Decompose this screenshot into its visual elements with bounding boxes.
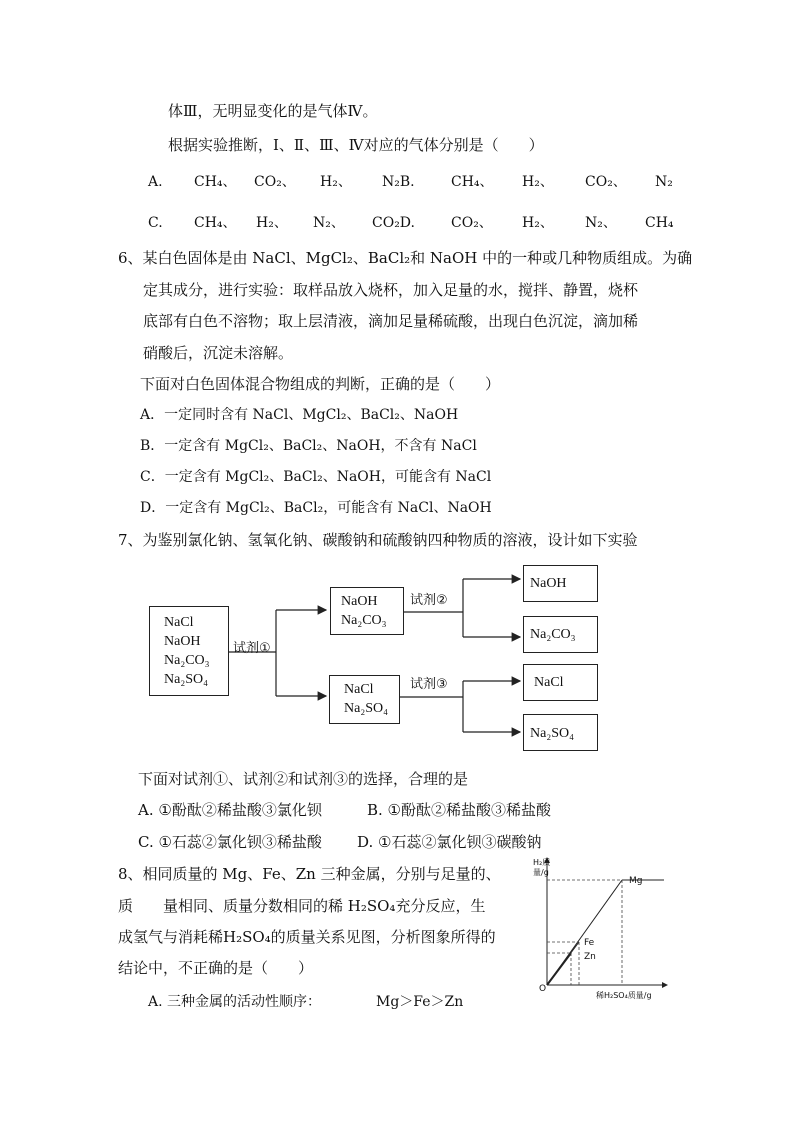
q6-stem-line4: 硝酸后，沉淀未溶解。 bbox=[143, 344, 294, 362]
q7-option-c: C. ①石蕊②氯化钡③稀盐酸 bbox=[138, 833, 322, 851]
q5-option-c-gas4-d: CO₂D. bbox=[372, 215, 415, 231]
q5-option-d-gas3: N₂、 bbox=[585, 215, 617, 231]
result-label: NaOH bbox=[530, 576, 567, 591]
q7-stem: 7、为鉴别氯化钠、氢氧化钠、碳酸钠和硫酸钠四种物质的溶液，设计如下实验 bbox=[118, 531, 638, 549]
q8-stem-line4: 结论中，不正确的是（ ） bbox=[118, 959, 314, 977]
reagent-2-label: 试剂② bbox=[410, 593, 448, 608]
q6-stem-line1: 6、某白色固体是由 NaCl、MgCl₂、BaCl₂和 NaOH 中的一种或几种物质组成。为确 bbox=[118, 249, 693, 267]
start-item: Na₂SO₄ bbox=[164, 672, 208, 687]
result-label: Na₂SO₄ bbox=[530, 726, 574, 741]
q5-option-d-gas4: CH₄ bbox=[645, 215, 674, 231]
q5-option-c-gas2: H₂、 bbox=[256, 215, 288, 231]
q7-option-b: B. ①酚酞②稀盐酸③稀盐酸 bbox=[367, 801, 552, 819]
graph-label-mg: Mg bbox=[629, 876, 643, 886]
q5-option-c-gas3: N₂、 bbox=[313, 215, 345, 231]
upper-item: Na₂CO₃ bbox=[341, 613, 387, 628]
q8-stem-line2: 质 量相同、质量分数相同的稀 H₂SO₄充分反应，生 bbox=[118, 897, 486, 915]
q5-option-a-gas4-b: N₂B. bbox=[382, 174, 415, 190]
graph-label-fe: Fe bbox=[584, 938, 595, 948]
start-item: NaOH bbox=[164, 634, 201, 649]
q7-option-a: A. ①酚酞②稀盐酸③氯化钡 bbox=[138, 801, 322, 819]
q7-question: 下面对试剂①、试剂②和试剂③的选择，合理的是 bbox=[138, 770, 469, 788]
q5-option-c-label: C. bbox=[148, 215, 163, 231]
q5-question: 根据实验推断，Ⅰ、Ⅱ、Ⅲ、Ⅳ对应的气体分别是（ ） bbox=[168, 136, 544, 154]
result-label: NaCl bbox=[534, 675, 564, 690]
q6-question: 下面对白色固体混合物组成的判断，正确的是（ ） bbox=[140, 375, 501, 393]
q5-option-d-gas1: CO₂、 bbox=[451, 215, 493, 231]
q6-option-a: A．一定同时含有 NaCl、MgCl₂、BaCl₂、NaOH bbox=[140, 407, 459, 423]
start-item: NaCl bbox=[164, 615, 194, 630]
q5-option-c-gas1: CH₄、 bbox=[194, 215, 237, 231]
lower-item: NaCl bbox=[344, 682, 374, 697]
reagent-3-label: 试剂③ bbox=[410, 677, 448, 692]
graph-x-label: 稀H₂SO₄质量/g bbox=[596, 991, 652, 1000]
q6-option-b: B．一定含有 MgCl₂、BaCl₂、NaOH，不含有 NaCl bbox=[140, 438, 477, 454]
q8-option-a-value: Mg＞Fe＞Zn bbox=[376, 994, 464, 1010]
result-label: Na₂CO₃ bbox=[530, 627, 576, 642]
graph-origin-label: O bbox=[539, 984, 547, 994]
q5-option-b-gas4: N₂ bbox=[655, 174, 673, 190]
q6-stem-line3: 底部有白色不溶物；取上层清液，滴加足量稀硫酸，出现白色沉淀，滴加稀 bbox=[143, 312, 639, 330]
q6-stem-line2: 定其成分，进行实验：取样品放入烧杯，加入足量的水，搅拌、静置，烧杯 bbox=[143, 281, 639, 299]
q8-stem-line1: 8、相同质量的 Mg、Fe、Zn 三种金属，分别与足量的、 bbox=[118, 865, 501, 883]
q7-option-d: D. ①石蕊②氯化钡③碳酸钠 bbox=[357, 833, 542, 851]
q5-option-a-gas3: H₂、 bbox=[320, 174, 352, 190]
graph-label-zn: Zn bbox=[584, 952, 596, 962]
q5-option-d-gas2: H₂、 bbox=[522, 215, 554, 231]
q6-option-c: C．一定含有 MgCl₂、BaCl₂、NaOH，可能含有 NaCl bbox=[140, 469, 492, 485]
q5-option-a-label: A. bbox=[148, 174, 163, 190]
q8-stem-line3: 成氢气与消耗稀H₂SO₄的质量关系见图，分析图象所得的 bbox=[118, 928, 496, 946]
q5-option-b-gas1: CH₄、 bbox=[451, 174, 494, 190]
q5-option-a-gas1: CH₄、 bbox=[194, 174, 237, 190]
lower-item: Na₂SO₄ bbox=[344, 701, 388, 716]
reagent-1-label: 试剂① bbox=[233, 641, 271, 656]
graph-line-zn bbox=[547, 953, 571, 985]
q5-option-b-gas3: CO₂、 bbox=[585, 174, 627, 190]
q8-option-a-label: A. 三种金属的活动性顺序： bbox=[148, 994, 322, 1010]
q5-option-a-gas2: CO₂、 bbox=[254, 174, 296, 190]
q5-option-b-gas2: H₂、 bbox=[522, 174, 554, 190]
q6-option-d: D．一定含有 MgCl₂、BaCl₂，可能含有 NaCl、NaOH bbox=[140, 500, 492, 516]
upper-item: NaOH bbox=[341, 594, 378, 609]
start-item: Na₂CO₃ bbox=[164, 653, 210, 668]
q5-line1: 体Ⅲ，无明显变化的是气体Ⅳ。 bbox=[168, 102, 378, 120]
graph-y-label: H₂质量/g bbox=[533, 858, 551, 877]
